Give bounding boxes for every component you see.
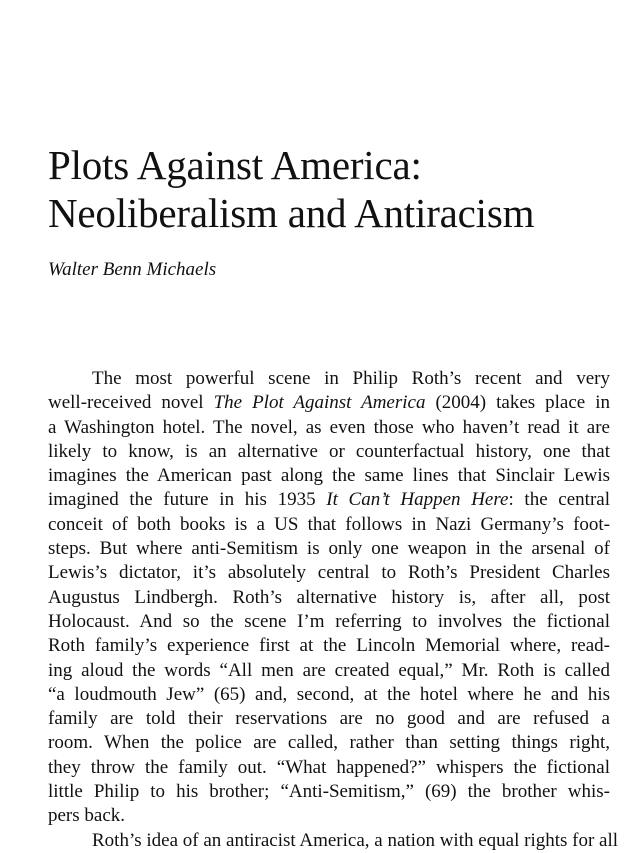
book-title-plot-against-america: The Plot Against America xyxy=(213,392,426,414)
body-line: likely to know, is an alternative or counterfactual history, one that xyxy=(48,440,610,462)
article-author: Walter Benn Michaels xyxy=(48,259,217,280)
body-line: Lewis’s dictator, it’s absolutely central to Roth’s President Charles xyxy=(48,562,610,584)
article-page xyxy=(48,0,619,851)
article-title-line-2: Neoliberalism and Antiracism xyxy=(48,190,535,236)
body-line: a Washington hotel. The novel, as even those who haven’t read it are xyxy=(48,416,610,438)
article-body-paragraph xyxy=(48,367,619,853)
body-line: pers back. xyxy=(48,805,126,827)
body-text-run: (2004) takes place in xyxy=(425,392,610,414)
body-line: Holocaust. And so the scene I’m referring to involves the fictional xyxy=(48,610,610,632)
body-text-run: well-received novel xyxy=(48,392,214,414)
body-line-cut-off: Roth’s idea of an antiracist America, a nation with equal rights for all xyxy=(92,829,619,851)
body-text-run: imagined the future in his 1935 xyxy=(48,489,327,511)
article-title xyxy=(48,141,628,237)
body-line: little Philip to his brother; “Anti-Semitism,” (69) the brother whis- xyxy=(48,781,610,803)
body-line xyxy=(48,391,610,415)
body-line: ing aloud the words “All men are created equal,” Mr. Roth is called xyxy=(48,659,610,681)
body-line: “a loudmouth Jew” (65) and, second, at the hotel where he and his xyxy=(48,683,610,705)
body-line: Roth family’s experience first at the Lincoln Memorial where, read- xyxy=(48,635,610,657)
body-line: room. When the police are called, rather than setting things right, xyxy=(48,732,610,754)
body-line: steps. But where anti-Semitism is only one weapon in the arsenal of xyxy=(48,538,610,560)
body-line: The most powerful scene in Philip Roth’s recent and very xyxy=(92,368,610,389)
body-line: imagines the American past along the same lines that Sinclair Lewis xyxy=(48,465,610,487)
body-line xyxy=(48,488,610,512)
book-title-it-cant-happen-here: It Can’t Happen Here xyxy=(326,489,509,511)
article-title-line-1: Plots Against America: xyxy=(48,142,422,188)
body-line: family are told their reservations are no good and are refused a xyxy=(48,708,610,730)
body-text-run: : the central xyxy=(508,489,610,511)
body-line: Augustus Lindbergh. Roth’s alternative history is, after all, post xyxy=(48,586,610,608)
body-line: they throw the family out. “What happened?” whispers the fictional xyxy=(48,756,610,778)
body-line: conceit of both books is a US that follows in Nazi Germany’s foot- xyxy=(48,513,610,535)
